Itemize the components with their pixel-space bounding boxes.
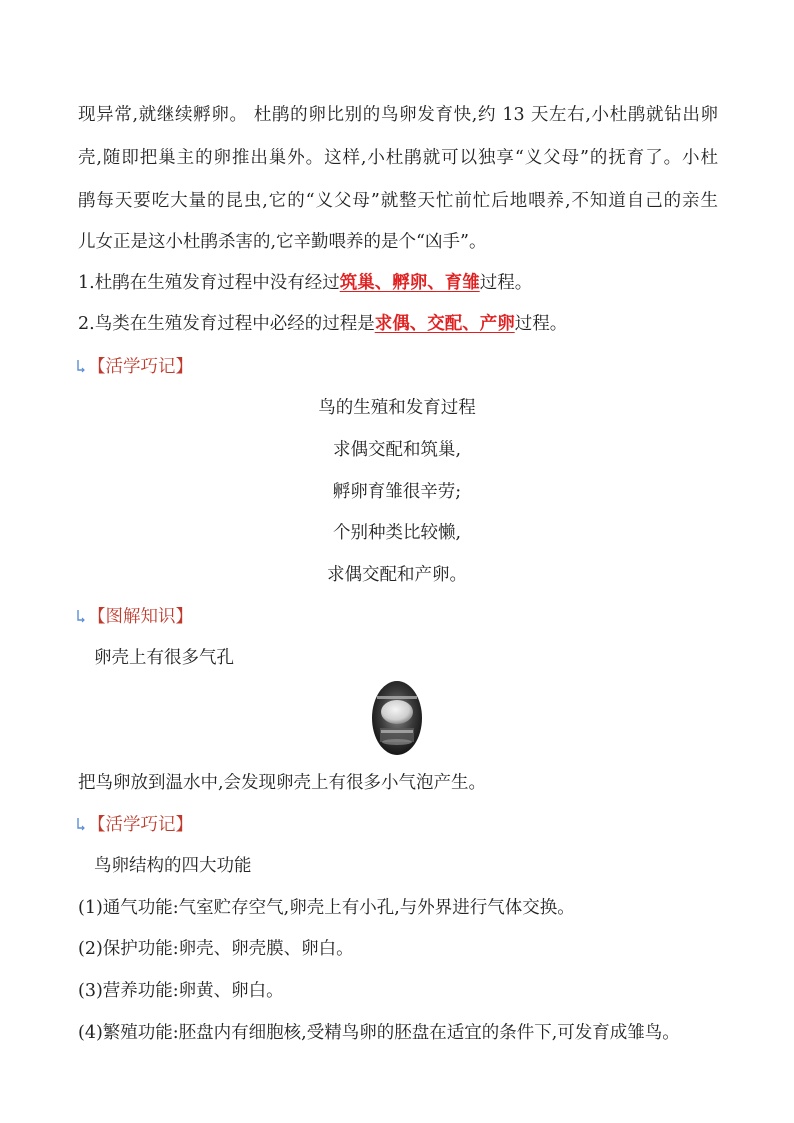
diagram-caption: 卵壳上有很多气孔 [94,648,234,668]
section-heading-text: 【活学巧记】 [88,357,193,377]
egg-in-water-photo [371,680,423,756]
section-heading-diagram [76,605,193,629]
poem-line-1: 求偶交配和筑巢, [332,440,462,460]
section-heading-memory-2 [76,813,193,837]
question-1-suffix: 过程。 [479,273,533,293]
section-heading-text: 【活学巧记】 [88,815,193,835]
diagram-description: 把鸟卵放到温水中,会发现卵壳上有很多小气泡产生。 [78,773,487,793]
question-1-answer: 筑巢、孵卵、育雏 [339,273,480,293]
function-item-2: (2)保护功能:卵壳、卵壳膜、卵白。 [78,939,354,959]
poem-line-2: 孵卵育雏很辛劳; [332,482,462,502]
story-line-2: 壳,随即把巢主的卵推出巢外。这样,小杜鹃就可以独享“义父母”的抚育了。小杜 [78,148,718,168]
function-item-4: (4)繁殖功能:胚盘内有细胞核,受精鸟卵的胚盘在适宜的条件下,可发育成雏鸟。 [78,1023,680,1043]
poem-title: 鸟的生殖和发育过程 [318,398,476,418]
section-marker-icon [76,606,86,620]
story-line-1: 现异常,就继续孵卵。 杜鹃的卵比别的鸟卵发育快,约 13 天左右,小杜鹃就钻出卵 [78,105,718,125]
function-item-3: (3)营养功能:卵黄、卵白。 [78,981,284,1001]
function-item-1: (1)通气功能:气室贮存空气,卵壳上有小孔,与外界进行气体交换。 [78,898,575,918]
question-2-prefix: 2.鸟类在生殖发育过程中必经的过程是 [78,314,375,334]
question-2 [78,312,567,336]
question-1 [78,271,532,295]
section-heading-text: 【图解知识】 [88,607,193,627]
section-heading-memory-1 [76,355,193,379]
poem-line-3: 个别种类比较懒, [332,523,462,543]
poem-line-4: 求偶交配和产卵。 [327,565,467,585]
story-line-4: 儿女正是这小杜鹃杀害的,它辛勤喂养的是个“凶手”。 [78,232,487,252]
section-marker-icon [76,356,86,370]
question-2-suffix: 过程。 [514,314,568,334]
story-line-3: 鹃每天要吃大量的昆虫,它的“义父母”就整天忙前忙后地喂养,不知道自己的亲生 [78,191,718,211]
question-1-prefix: 1.杜鹃在生殖发育过程中没有经过 [78,273,340,293]
section-marker-icon [76,814,86,828]
functions-title: 鸟卵结构的四大功能 [94,856,252,876]
question-2-answer: 求偶、交配、产卵 [374,314,515,334]
